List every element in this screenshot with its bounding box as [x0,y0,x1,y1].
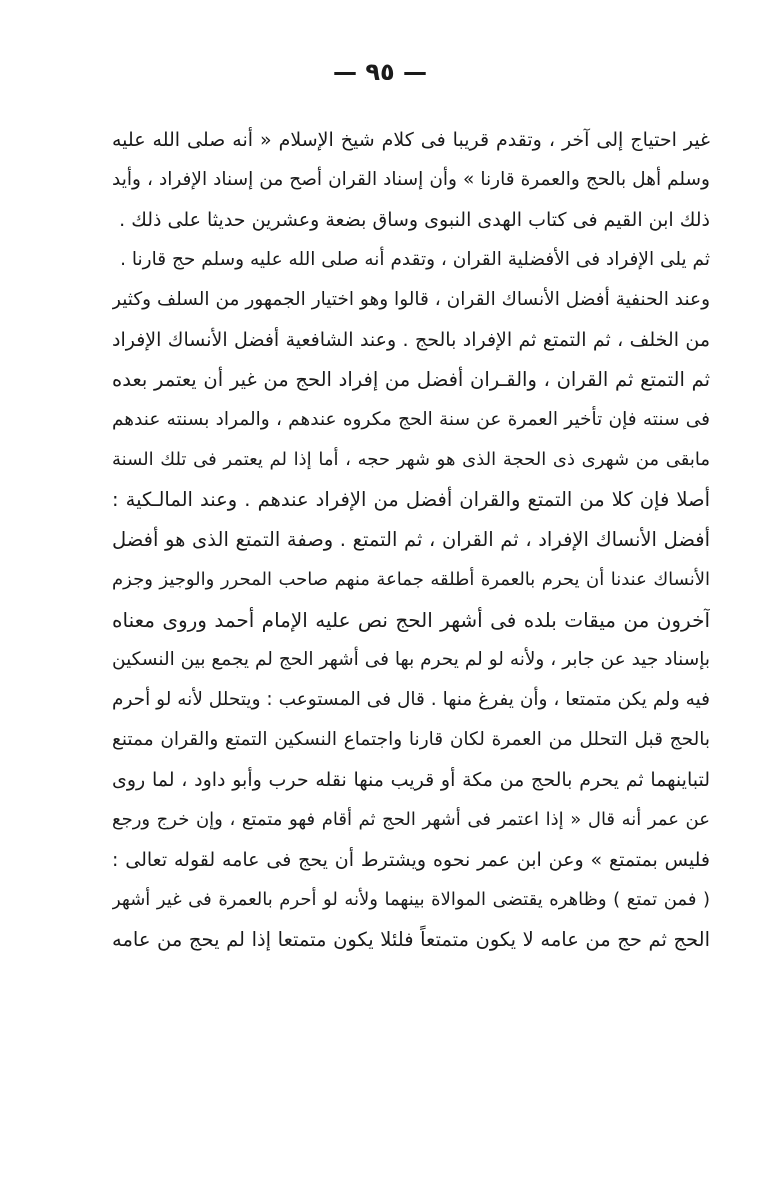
text-line: آخرون من ميقات بلده فى أشهر الحج نص عليه الإمام أحمد وروى معناه [112,608,710,632]
text-line: ثم يلى الإفراد فى الأفضلية القران ، وتقدم أنه صلى الله عليه وسلم حج قارنا . [120,249,710,270]
page-number: — ٩٥ — [332,58,427,86]
text-line: الأنساك عندنا أن يحرم بالعمرة أطلقه جماعة منهم صاحب المحرر والوجيز وجزم [112,569,710,590]
text-line: ( فمن تمتع ) وظاهره يقتضى الموالاة بينهما ولأنه لو أحرم بالعمرة فى غير أشهر [112,889,710,910]
text-line: بإسناد جيد عن جابر ، ولأنه لو لم يحرم بها فى أشهر الحج لم يجمع بين النسكين [112,649,710,670]
text-line: وعند الحنفية أفضل الأنساك القران ، قالوا وهو اختيار الجمهور من السلف وكثير [112,289,710,310]
text-line: بالحج قبل التحلل من العمرة لكان قارنا واجتماع النسكين التمتع والقران ممتنع [112,729,710,750]
text-line: ذلك ابن القيم فى كتاب الهدى النبوى وساق بضعة وعشرين حديثا على ذلك . [119,209,710,231]
page-body-text [112,120,710,960]
text-line: عن عمر أنه قال « إذا اعتمر فى أشهر الحج ثم أقام فهو متمتع ، وإن خرج ورجع [112,809,710,830]
text-line: فليس بمتمتع » وعن ابن عمر نحوه ويشترط أن يحج فى عامه لقوله تعالى : [112,849,710,871]
text-line: الحج ثم حج من عامه لا يكون متمتعاً فلئلا يكون متمتعا إذا لم يحج من عامه [112,928,710,951]
text-line: فيه ولم يكن متمتعا ، وأن يفرغ منها . قال فى المستوعب : ويتحلل لأنه لو أحرم [112,689,710,710]
text-line: أفضل الأنساك الإفراد ، ثم القران ، ثم التمتع . وصفة التمتع الذى هو أفضل [112,528,710,551]
text-line: لتباينهما ثم يحرم بالحج من مكة أو قريب منها نقله حرب وأبو داود ، لما روى [112,769,710,791]
text-line: غير احتياج إلى آخر ، وتقدم قريبا فى كلام شيخ الإسلام « أنه صلى الله عليه [112,129,710,151]
text-line: مابقى من شهرى ذى الحجة الذى هو شهر حجه ، أما إذا لم يعتمر فى تلك السنة [112,449,710,470]
text-line: أصلا فإن كلا من التمتع والقران أفضل من الإفراد عندهم . وعند المالـكية : [112,488,710,511]
text-line: من الخلف ، ثم التمتع ثم الإفراد بالحج . وعند الشافعية أفضل الأنساك الإفراد [112,329,710,351]
text-line: ثم التمتع ثم القران ، والقـران أفضل من إفراد الحج من غير أن يعتمر بعده [112,368,710,391]
text-line: فى سنته فإن تأخير العمرة عن سنة الحج مكروه عندهم ، والمراد بسنته عندهم [112,409,710,430]
text-line: وسلم أهل بالحج والعمرة قارنا » وأن إسناد القران أصح من إسناد الإفراد ، وأيد [112,169,710,190]
